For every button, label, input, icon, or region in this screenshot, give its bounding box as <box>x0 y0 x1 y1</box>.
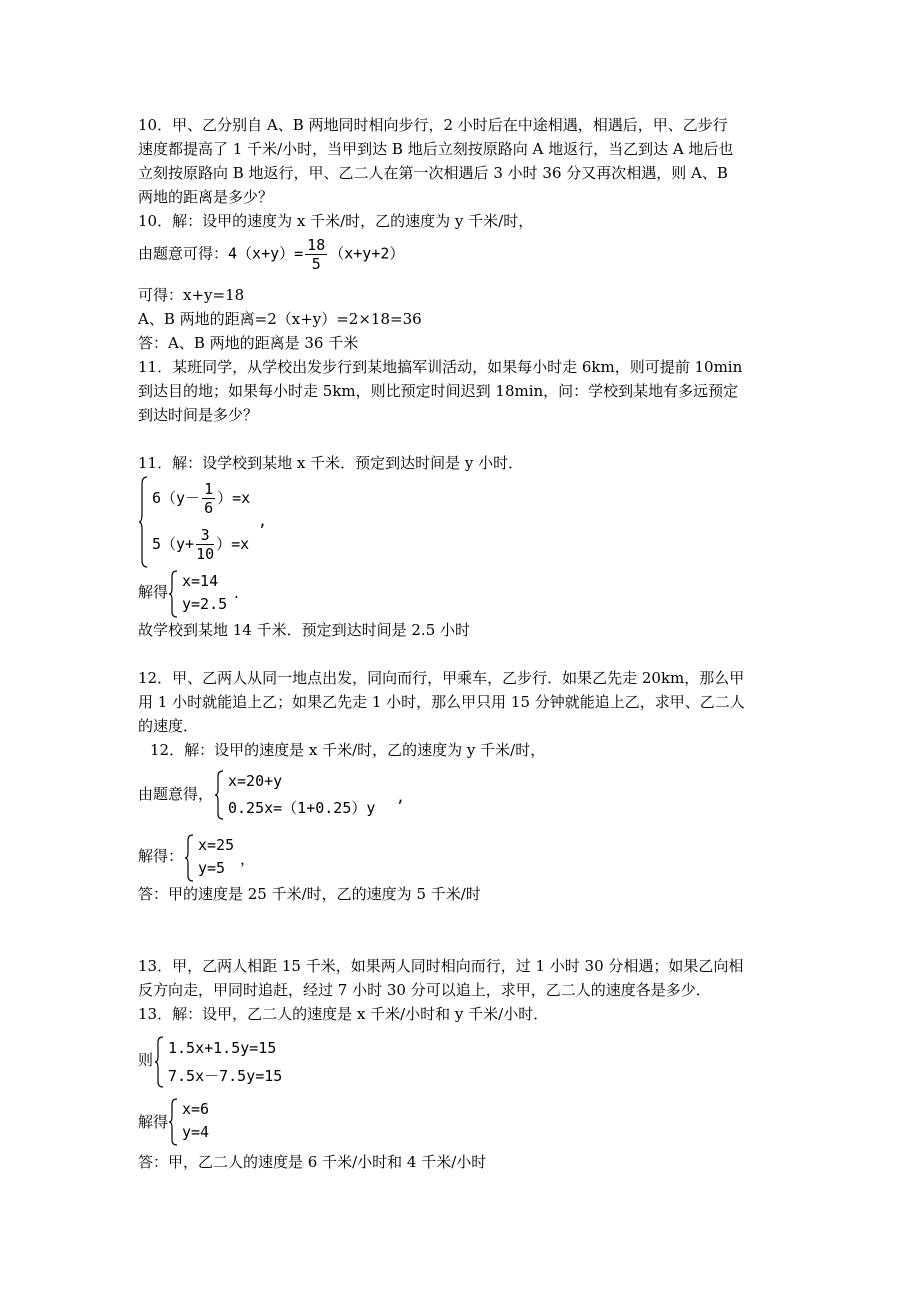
system-comma: , <box>396 788 406 806</box>
solution-12-result-prefix: 解得： <box>138 847 184 865</box>
fraction <box>196 526 214 563</box>
solution-13-line-1: 13．解：设甲，乙二人的速度是 x 千米/小时和 y 千米/小时． <box>138 1005 549 1023</box>
solution-10-line-3: A、B 两地的距离=2（x+y）=2×18=36 <box>138 310 422 328</box>
equation-prefix: 由题意可得： <box>138 244 229 263</box>
fraction-numerator: 18 <box>307 236 326 254</box>
problem-10-text-line-1: 10．甲、乙分别自 A、B 两地同时相向步行，2 小时后在中途相遇，相遇后，甲、乙步行 <box>138 116 728 134</box>
solution-12-eq-prefix: 由题意得， <box>138 785 214 803</box>
solution-11-line-1: 11．解：设学校到某地 x 千米．预定到达时间是 y 小时． <box>138 454 524 472</box>
system-equation-2 <box>152 526 249 563</box>
system-equation-1 <box>152 480 250 517</box>
fraction-denominator: 10 <box>196 545 215 563</box>
solution-13-eq-prefix: 则 <box>138 1051 154 1069</box>
fraction-denominator: 5 <box>311 255 321 273</box>
equation-1-right: ）=x <box>217 489 251 507</box>
left-brace-icon <box>214 770 224 820</box>
problem-11-text-line-1: 11．某班同学，从学校出发步行到某地搞军训活动，如果每小时走 6km，则可提前 10min <box>138 358 743 376</box>
result-y: y=4 <box>182 1123 210 1141</box>
system-equation-1: x=20+y <box>228 772 283 790</box>
problem-11-text-line-3: 到达时间是多少？ <box>138 406 259 424</box>
solution-13-result-system <box>168 1098 248 1146</box>
solution-11-system <box>138 476 298 568</box>
left-brace-icon <box>154 1036 164 1088</box>
solution-10-line-1: 10．解：设甲的速度为 x 千米/时，乙的速度为 y 千米/时， <box>138 212 534 230</box>
solution-10-line-2: 可得：x+y=18 <box>138 286 245 304</box>
fraction <box>305 236 327 273</box>
solution-12-system <box>214 770 414 820</box>
result-y: y=2.5 <box>182 595 228 613</box>
result-comma: ， <box>240 850 256 868</box>
solution-13-result-prefix: 解得 <box>138 1113 169 1131</box>
equation-left: 4（x+y）= <box>228 244 304 263</box>
solution-10-equation <box>138 236 404 273</box>
problem-10-text-line-3: 立刻按原路向 B 地返行，甲、乙二人在第一次相遇后 3 小时 36 分又再次相遇，则 A、B <box>138 164 728 182</box>
problem-12-text-line-3: 的速度． <box>138 717 199 735</box>
result-x: x=6 <box>182 1100 210 1118</box>
system-equation-2: 0.25x=（1+0.25）y <box>228 799 376 817</box>
equation-2-left: 5（y+ <box>152 535 195 553</box>
equation-1-left: 6（y－ <box>152 489 201 507</box>
problem-12-text-line-1: 12．甲、乙两人从同一地点出发，同向而行，甲乘车，乙步行．如果乙先走 20km，那么甲 <box>138 669 745 687</box>
result-x: x=25 <box>198 836 235 854</box>
result-y: y=5 <box>198 859 226 877</box>
solution-12-result-system <box>184 834 264 882</box>
system-comma: , <box>258 512 268 530</box>
equation-right: （x+y+2） <box>329 244 405 263</box>
solution-10-answer: 答：A、B 两地的距离是 36 千米 <box>138 334 359 352</box>
fraction-denominator: 6 <box>204 499 214 517</box>
problem-12-text-line-2: 用 1 小时就能追上乙；如果乙先走 1 小时，那么甲只用 15 分钟就能追上乙，求甲、乙二人 <box>138 693 745 711</box>
solution-11-result-prefix: 解得 <box>138 583 169 601</box>
fraction <box>202 480 215 517</box>
left-brace-icon <box>138 476 148 568</box>
solution-13-answer: 答：甲，乙二人的速度是 6 千米/小时和 4 千米/小时 <box>138 1153 487 1171</box>
left-brace-icon <box>168 570 178 618</box>
problem-11-text-line-2: 到达目的地；如果每小时走 5km，则比预定时间迟到 18min，问：学校到某地有多远预定 <box>138 382 739 400</box>
solution-12-answer: 答：甲的速度是 25 千米/时，乙的速度为 5 千米/时 <box>138 885 481 903</box>
left-brace-icon <box>168 1098 178 1146</box>
solution-12-line-1: 12．解：设甲的速度是 x 千米/时，乙的速度为 y 千米/时， <box>150 741 546 759</box>
system-equation-1: 1.5x+1.5y=15 <box>168 1039 277 1057</box>
system-equation-2: 7.5x－7.5y=15 <box>168 1067 283 1085</box>
result-period: . <box>234 584 239 602</box>
solution-11-result-system <box>168 570 258 618</box>
problem-13-text-line-2: 反方向走，甲同时追赶，经过 7 小时 30 分可以追上，求甲，乙二人的速度各是多少． <box>138 981 711 999</box>
solution-11-answer: 故学校到某地 14 千米．预定到达时间是 2.5 小时 <box>138 621 471 639</box>
problem-13-text-line-1: 13．甲，乙两人相距 15 千米，如果两人同时相向而行，过 1 小时 30 分相遇；如果乙向相 <box>138 957 744 975</box>
fraction-numerator: 1 <box>204 480 214 498</box>
fraction-numerator: 3 <box>196 526 214 545</box>
equation-2-right: ）=x <box>216 535 250 553</box>
result-x: x=14 <box>182 572 219 590</box>
problem-10-text-line-2: 速度都提高了 1 千米/小时，当甲到达 B 地后立刻按原路向 A 地返行，当乙到达 A 地后也 <box>138 140 734 158</box>
problem-10-text-line-4: 两地的距离是多少？ <box>138 188 274 206</box>
left-brace-icon <box>184 834 194 882</box>
solution-13-system <box>154 1036 314 1088</box>
